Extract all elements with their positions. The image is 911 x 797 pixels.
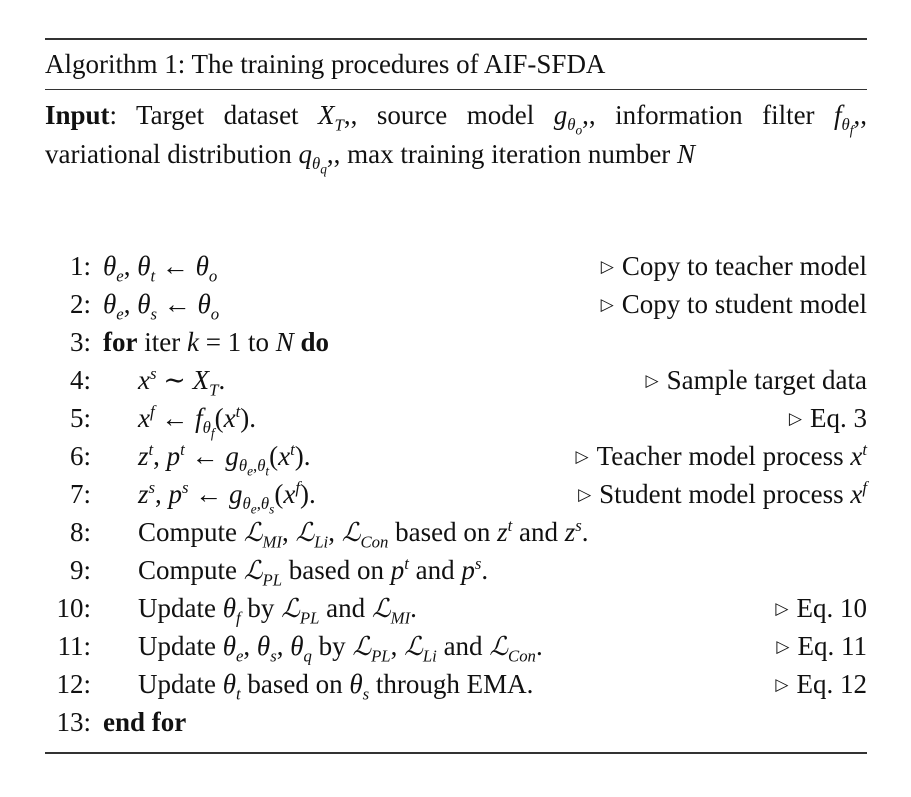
- step-11: 11: Update $\theta_e$, $\theta_s$, $\theta_q$ by ℒ$_{PL}$, ℒ$_{Li}$ and ℒ$_{Con}$. ▷ Eq. 11: [57, 631, 867, 666]
- step-3: 3: for iter k = 1 to N do: [69, 327, 329, 357]
- comment-triangle-icon: ▷: [578, 485, 592, 504]
- comment-triangle-icon: ▷: [788, 409, 802, 428]
- input-label: Input: [45, 100, 110, 130]
- step-1: 1: $\theta_e$, $\theta_t$ ← $\theta_o$ ▷ Copy to teacher model: [69, 251, 867, 286]
- step-2: 2: $\theta_e$, $\theta_s$ ← $\theta_o$ ▷ Copy to student model: [69, 289, 867, 324]
- algorithm-box: [45, 38, 867, 737]
- step-4: 4: $x^s$ ∼ $X_T$. ▷ Sample target data: [69, 364, 867, 400]
- algorithm-steps: [45, 247, 867, 741]
- algorithm-caption: Algorithm 1: The training procedures of AIF-SFDA: [45, 49, 606, 79]
- step-9: 9: Compute ℒ$_{PL}$ based on $p^t$ and $p^s$.: [69, 554, 489, 590]
- comment-triangle-icon: ▷: [600, 257, 614, 276]
- comment-triangle-icon: ▷: [775, 675, 789, 694]
- comment-triangle-icon: ▷: [600, 295, 614, 314]
- input-description: Input: Target dataset $X_T$,, source model $g_{\theta_o}$,, information filter $f_{\theta_f}$,, variational distribution $q_{\theta_q}$,, max training iteration number N: [45, 100, 867, 177]
- bottom-rule: [45, 752, 867, 754]
- step-13: 13: end for: [56, 707, 187, 737]
- caption-rule: [45, 89, 867, 90]
- step-7: 7: $z^s$, $p^s$ ← $g_{\theta_e,\theta_s}(x^f)$. ▷ Student model process $x^f$: [69, 478, 867, 517]
- step-12: 12: Update $\theta_t$ based on $\theta_s$ through EMA. ▷ Eq. 12: [56, 669, 867, 704]
- step-5: 5: $x^f$ ← $f_{\theta_f}(x^t)$. ▷ Eq. 3: [69, 402, 867, 441]
- comment-triangle-icon: ▷: [575, 447, 589, 466]
- step-8: 8: Compute ℒ$_{MI}$, ℒ$_{Li}$, ℒ$_{Con}$ based on $z^t$ and $z^s$.: [69, 516, 589, 552]
- step-10: 10: Update $\theta_f$ by ℒ$_{PL}$ and ℒ$_{MI}$. ▷ Eq. 10: [56, 593, 867, 628]
- comment-triangle-icon: ▷: [776, 637, 790, 656]
- step-6: 6: $z^t$, $p^t$ ← $g_{\theta_e,\theta_t}(x^t)$. ▷ Teacher model process $x^t$: [69, 440, 867, 479]
- comment-triangle-icon: ▷: [775, 599, 789, 618]
- comment-triangle-icon: ▷: [645, 371, 659, 390]
